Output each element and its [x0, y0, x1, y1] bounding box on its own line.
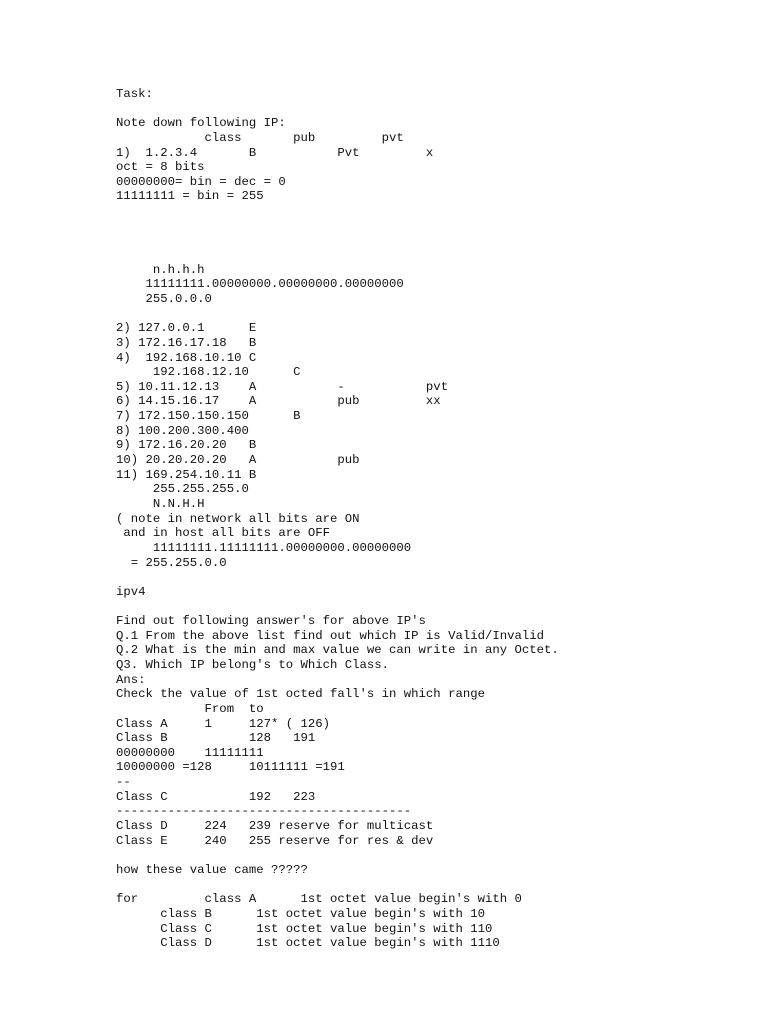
- text-line: = 255.255.0.0: [116, 555, 227, 570]
- text-line: 192.168.12.10 C: [116, 365, 301, 380]
- text-line: 11111111 = bin = 255: [116, 189, 264, 204]
- text-line: and in host all bits are OFF: [116, 526, 331, 541]
- text-line: 00000000 11111111: [116, 745, 264, 760]
- text-line: ----------------------------------------: [116, 804, 412, 819]
- text-line: [116, 102, 756, 117]
- text-line: [116, 878, 756, 893]
- text-line: ipv4: [116, 584, 146, 599]
- text-line: for class A 1st octet value begin's with 0: [116, 892, 522, 907]
- text-line: Class C 1st octet value begin's with 110: [116, 921, 493, 936]
- text-line: 5) 10.11.12.13 A - pvt: [116, 379, 449, 394]
- text-line: [116, 204, 756, 219]
- text-line: Class A 1 127* ( 126): [116, 716, 331, 731]
- text-line: 9) 172.16.20.20 B: [116, 438, 257, 453]
- text-line: [116, 248, 756, 263]
- text-line: Q.2 What is the min and max value we can write in any Octet.: [116, 643, 559, 658]
- text-line: 11111111.11111111.00000000.00000000: [116, 540, 412, 555]
- text-line: 00000000= bin = dec = 0: [116, 174, 286, 189]
- text-line: Class D 224 239 reserve for multicast: [116, 819, 434, 834]
- text-line: From to: [116, 701, 264, 716]
- text-line: 255.0.0.0: [116, 291, 212, 306]
- text-line: 7) 172.150.150.150 B: [116, 409, 301, 424]
- text-line: 6) 14.15.16.17 A pub xx: [116, 394, 441, 409]
- text-line: [116, 233, 756, 248]
- text-line: 11) 169.254.10.11 B: [116, 467, 257, 482]
- text-line: class B 1st octet value begin's with 10: [116, 906, 485, 921]
- text-line: Class B 128 191: [116, 731, 316, 746]
- text-line: Q3. Which IP belong's to Which Class.: [116, 657, 390, 672]
- text-line: Note down following IP:: [116, 116, 286, 131]
- text-line: Class E 240 255 reserve for res & dev: [116, 833, 434, 848]
- text-line: Find out following answer's for above IP's: [116, 614, 426, 629]
- text-line: 255.255.255.0: [116, 482, 249, 497]
- text-line: [116, 599, 756, 614]
- text-line: [116, 307, 756, 322]
- text-line: n.h.h.h: [116, 262, 205, 277]
- text-line: Class C 192 223: [116, 789, 316, 804]
- text-line: [116, 848, 756, 863]
- text-line: Q.1 From the above list find out which IP is Valid/Invalid: [116, 628, 545, 643]
- text-line: [116, 570, 756, 585]
- text-line: ( note in network all bits are ON: [116, 511, 360, 526]
- text-line: 2) 127.0.0.1 E: [116, 321, 257, 336]
- text-line: Task:: [116, 87, 153, 101]
- text-line: 4) 192.168.10.10 C: [116, 350, 257, 365]
- text-line: Ans:: [116, 672, 146, 687]
- text-line: Check the value of 1st octed fall's in which range: [116, 687, 485, 702]
- text-line: 8) 100.200.300.400: [116, 423, 249, 438]
- document-body: [116, 87, 756, 951]
- text-line: how these value came ?????: [116, 862, 308, 877]
- text-line: Class D 1st octet value begin's with 1110: [116, 936, 500, 951]
- text-line: [116, 219, 756, 234]
- text-line: 1) 1.2.3.4 B Pvt x: [116, 145, 434, 160]
- text-line: 10) 20.20.20.20 A pub: [116, 453, 360, 468]
- text-line: oct = 8 bits: [116, 160, 205, 175]
- text-line: --: [116, 775, 131, 790]
- text-line: 3) 172.16.17.18 B: [116, 335, 257, 350]
- text-line: 10000000 =128 10111111 =191: [116, 760, 345, 775]
- text-line: 11111111.00000000.00000000.00000000: [116, 277, 404, 292]
- text-line: class pub pvt: [116, 130, 404, 145]
- text-line: N.N.H.H: [116, 496, 205, 511]
